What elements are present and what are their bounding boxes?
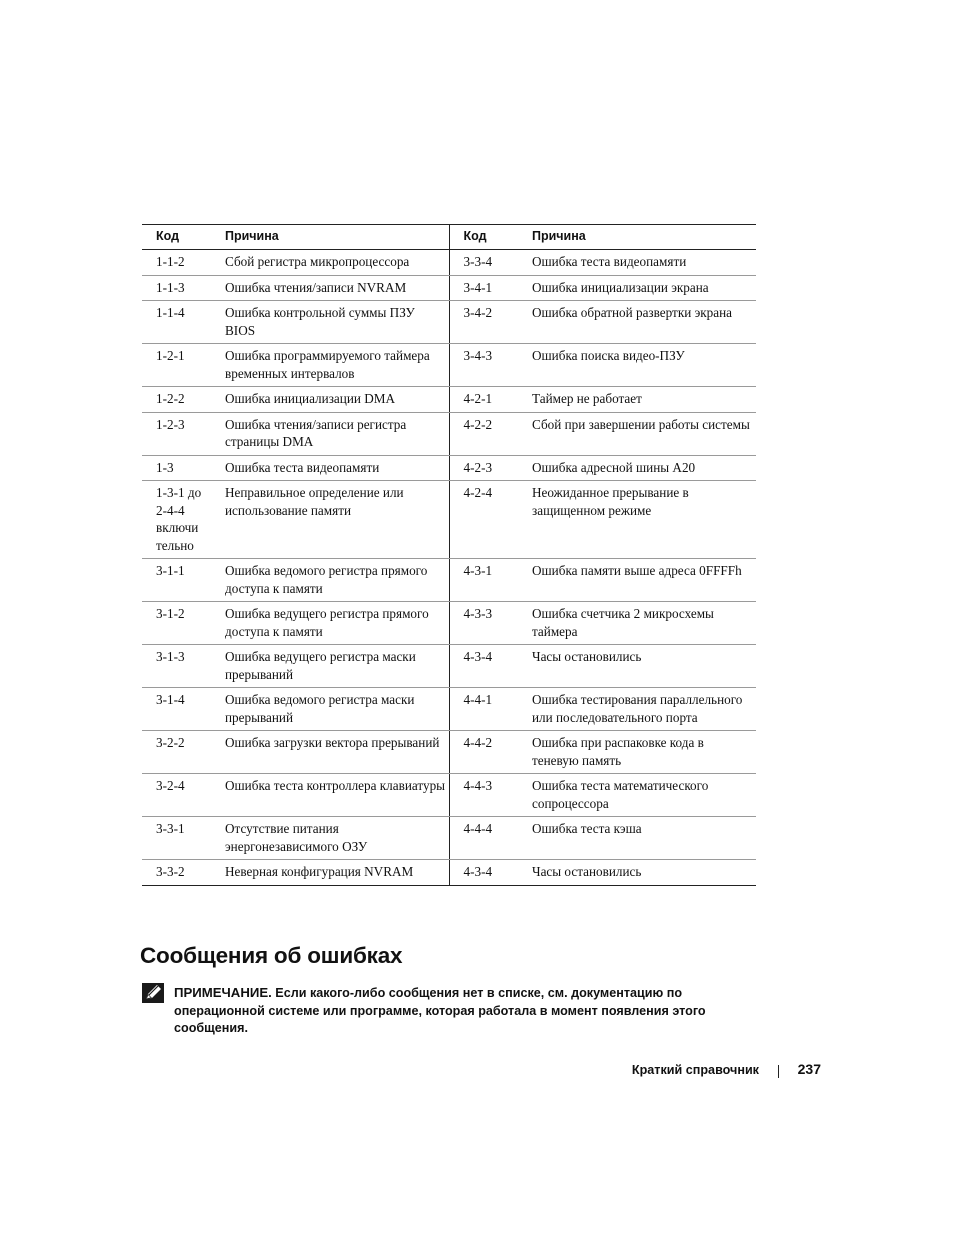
header-cause-right: Причина (518, 225, 756, 250)
row-cause-left: Сбой регистра микропроцессора (211, 250, 449, 276)
row-cause-left: Ошибка ведомого регистра прямого доступа к памяти (211, 559, 449, 602)
row-cause-left: Ошибка теста контроллера клавиатуры (211, 774, 449, 817)
row-code-left: 1-3 (142, 455, 211, 481)
header-code-left: Код (142, 225, 211, 250)
row-code-right: 4-3-4 (449, 645, 518, 688)
row-cause-left: Ошибка загрузки вектора прерываний (211, 731, 449, 774)
row-code-left: 3-2-2 (142, 731, 211, 774)
row-code-left: 3-3-2 (156, 864, 185, 879)
table-body (142, 250, 756, 886)
row-cause-right: Ошибка инициализации экрана (518, 275, 756, 301)
table-row (142, 275, 756, 301)
table-row (142, 860, 756, 886)
row-cause-right: Ошибка обратной развертки экрана (518, 301, 756, 344)
row-cause-right: Ошибка теста видеопамяти (518, 250, 756, 276)
table-row (142, 688, 756, 731)
row-cause-left: Неверная конфигурация NVRAM (211, 860, 449, 886)
row-cause-right: Ошибка при распаковке кода в теневую память (518, 731, 756, 774)
row-code-right: 4-2-1 (449, 387, 518, 413)
row-cause-right: Ошибка поиска видео-ПЗУ (518, 344, 756, 387)
row-cause-right: Ошибка адресной шины A20 (518, 455, 756, 481)
row-cause-left: Неправильное определение или использование памяти (211, 481, 449, 559)
row-code-right: 4-4-2 (449, 731, 518, 774)
section-title: Сообщения об ошибках (140, 943, 403, 968)
row-code-left: 3-1-2 (142, 602, 211, 645)
row-code-left: 3-1-4 (142, 688, 211, 731)
table-row (142, 731, 756, 774)
row-code-left: 1-1-3 (142, 275, 211, 301)
row-cause-left: Ошибка ведомого регистра маски прерываний (211, 688, 449, 731)
row-code-right: 4-4-4 (449, 817, 518, 860)
row-code-right: 3-4-2 (449, 301, 518, 344)
table-row (142, 387, 756, 413)
row-cause-left: Ошибка чтения/записи регистра страницы DMA (211, 412, 449, 455)
row-cause-left: Ошибка контрольной суммы ПЗУ BIOS (211, 301, 449, 344)
table-row (142, 481, 756, 559)
row-cause-left: Отсутствие питания энергонезависимого ОЗУ (211, 817, 449, 860)
row-cause-left: Ошибка теста видеопамяти (211, 455, 449, 481)
row-cause-right: Таймер не работает (518, 387, 756, 413)
row-code-left: 1-1-2 (142, 250, 211, 276)
row-cause-right: Часы остановились (532, 864, 642, 879)
row-code-left: 1-2-3 (142, 412, 211, 455)
row-code-left: 1-1-4 (142, 301, 211, 344)
row-code-left: 3-2-4 (142, 774, 211, 817)
row-code-right: 4-3-4 (463, 864, 493, 879)
row-code-right: 4-2-2 (449, 412, 518, 455)
row-code-right: 4-4-1 (449, 688, 518, 731)
row-code-right: 4-3-3 (449, 602, 518, 645)
beep-code-table-container (142, 224, 756, 886)
row-code-left: 1-2-2 (142, 387, 211, 413)
table-row (142, 774, 756, 817)
row-code-left: 1-3-1 до 2-4-4 включи тельно (142, 481, 211, 559)
row-cause-left: Ошибка инициализации DMA (211, 387, 449, 413)
header-code-right: Код (449, 225, 518, 250)
table-row (142, 344, 756, 387)
row-code-left: 3-3-1 (142, 817, 211, 860)
row-cause-right: Ошибка теста кэша (518, 817, 756, 860)
table-row (142, 412, 756, 455)
row-cause-right: Ошибка памяти выше адреса 0FFFFh (518, 559, 756, 602)
row-cause-right: Ошибка счетчика 2 микросхемы таймера (518, 602, 756, 645)
row-code-right: 4-2-4 (449, 481, 518, 559)
footer-separator (778, 1065, 779, 1078)
note-text (174, 984, 744, 1038)
row-cause-right: Сбой при завершении работы системы (518, 412, 756, 455)
row-cause-right: Ошибка теста математического сопроцессора (518, 774, 756, 817)
row-cause-left: Ошибка программируемого таймера временных интервалов (211, 344, 449, 387)
table-header-row (142, 225, 756, 250)
table-row (142, 301, 756, 344)
row-cause-left: Ошибка ведущего регистра маски прерываний (211, 645, 449, 688)
row-cause-right: Ошибка тестирования параллельного или последовательного порта (518, 688, 756, 731)
pencil-note-icon (142, 983, 164, 1003)
table-row (142, 817, 756, 860)
footer-title: Краткий справочник (631, 1063, 759, 1077)
table-row (142, 645, 756, 688)
page-footer (580, 1061, 821, 1081)
row-code-left: 3-1-1 (142, 559, 211, 602)
table-row (142, 250, 756, 276)
note-label: ПРИМЕЧАНИЕ. (174, 985, 272, 1000)
row-code-left: 3-1-3 (142, 645, 211, 688)
row-code-left: 1-2-1 (142, 344, 211, 387)
row-cause-left: Ошибка ведущего регистра прямого доступа к памяти (211, 602, 449, 645)
header-cause-left: Причина (211, 225, 449, 250)
table-row (142, 455, 756, 481)
row-cause-left: Ошибка чтения/записи NVRAM (211, 275, 449, 301)
row-cause-right: Неожиданное прерывание в защищенном режиме (518, 481, 756, 559)
row-code-right: 4-3-1 (449, 559, 518, 602)
note-body: Если какого-либо сообщения нет в списке, см. документацию по операционной системе или программе, которая работала в момент появления этого сообщения. (174, 986, 706, 1035)
page-number: 237 (797, 1061, 821, 1077)
beep-code-table (142, 224, 756, 886)
row-cause-right: Часы остановились (518, 645, 756, 688)
row-code-right: 4-2-3 (449, 455, 518, 481)
row-code-right: 3-4-1 (449, 275, 518, 301)
table-row (142, 602, 756, 645)
row-code-right: 3-4-3 (449, 344, 518, 387)
row-code-right: 4-4-3 (449, 774, 518, 817)
table-row (142, 559, 756, 602)
row-code-right: 3-3-4 (449, 250, 518, 276)
